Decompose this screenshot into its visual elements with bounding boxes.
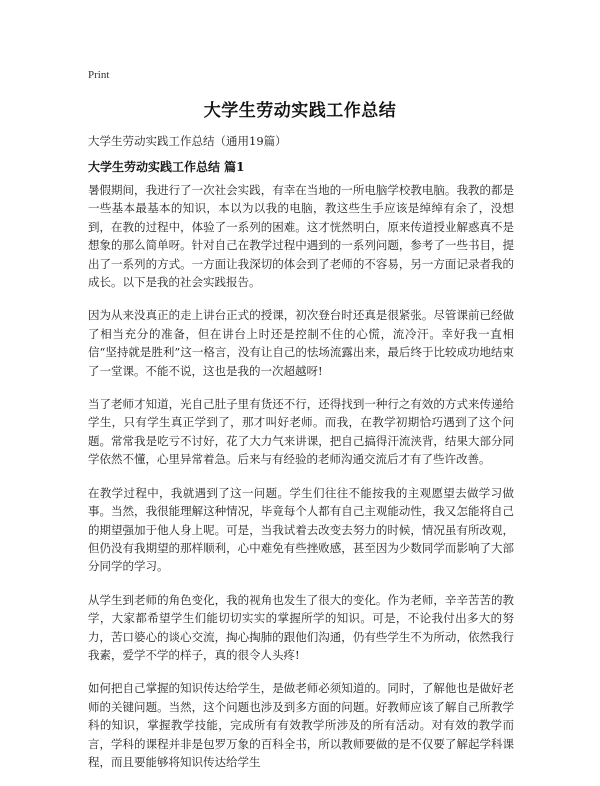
paragraph-2: 因为从来没真正的走上讲台正式的授课，初次登台时还真是很紧张。尽管课前已经做了相当充分的准备，但在讲台上时还是控制不住的心慌，流冷汗。幸好我一直相信“坚持就是胜利”这一格言，没有让自己的怯场流露出来，最后终于比较成功地结束了一堂课。不能不说，这也是我的一次超越呀! bbox=[88, 308, 514, 378]
section-heading: 大学生劳动实践工作总结 篇1 bbox=[88, 160, 245, 174]
page-title: 大学生劳动实践工作总结 bbox=[203, 101, 397, 121]
paragraph-3: 当了老师才知道，光自己肚子里有货还不行，还得找到一种行之有效的方式来传递给学生，只有学生真正学到了，那才叫好老师。而我，在教学初期恰巧遇到了这个问题。常常我是吃亏不讨好，花了大力气来讲课，把自己搞得汗流浃背，结果大部分同学依然不懂，心里异常着急。后来与有经验的老师沟通交流后才有了些许改善。 bbox=[88, 397, 514, 467]
document-subtitle: 大学生劳动实践工作总结（通用19篇） bbox=[88, 134, 287, 148]
document-body bbox=[88, 181, 514, 786]
paragraph-5: 从学生到老师的角色变化，我的视角也发生了很大的变化。作为老师，辛辛苦苦的教学，大家都希望学生们能切切实实的掌握所学的知识。可是，不论我付出多大的努力，苦口婆心的谈心交流，掏心掏肺的跟他们沟通，仍有些学生不为所动，依然我行我素，爱学不学的样子，真的很令人头疼! bbox=[88, 592, 514, 662]
paragraph-6: 如何把自己掌握的知识传达给学生，是做老师必须知道的。同时，了解他也是做好老师的关键问题。当然，这个问题也涉及到多方面的问题。好教师应该了解自己所教学科的知识，掌握教学技能，完成所有有效教学所涉及的所有活动。对有效的教学而言，学科的课程并非是包罗万象的百科全书，所以教师要做的是不仅要了解起学科课程，而且要能够将知识传达给学生 bbox=[88, 681, 514, 769]
paragraph-1: 暑假期间，我进行了一次社会实践，有幸在当地的一所电脑学校教电脑。我教的都是一些基本最基本的知识，本以为以我的电脑，教这些生手应该是绰绰有余了，没想到，在教的过程中，体验了一系列的困难。这才恍然明白，原来传道授业解惑真不是想象的那么简单呀。针对自己在教学过程中遇到的一系列问题，参考了一些书目，提出了一系列的方式。一方面让我深切的体会到了老师的不容易，另一方面记录者我的成长。以下是我的社会实践报告。 bbox=[88, 183, 514, 290]
paragraph-4: 在教学过程中，我就遇到了这一问题。学生们往往不能按我的主观愿望去做学习做事。当然，我很能理解这种情况，毕竟每个人都有自己主观能动性，我又怎能将自己的期望强加于他人身上呢。可是，当我试着去改变去努力的时候，情况虽有所改观，但仍没有我期望的那样顺利，心中难免有些挫败感，甚至因为少数同学而影响了大部分同学的学习。 bbox=[88, 485, 514, 574]
print-label: Print bbox=[88, 69, 110, 81]
